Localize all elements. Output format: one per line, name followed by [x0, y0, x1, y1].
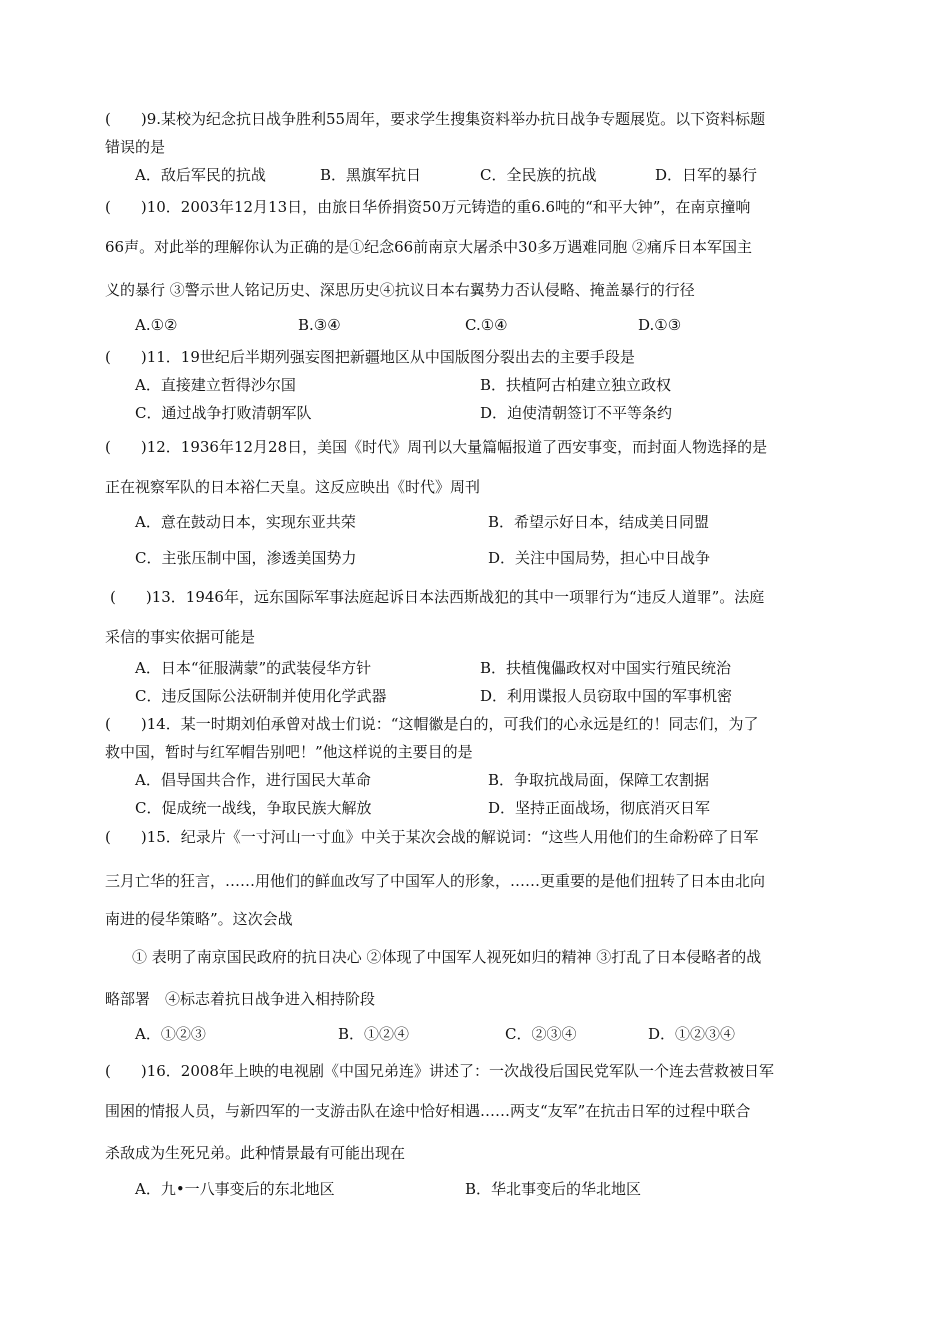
question-14-option-a: A．倡导国共合作，进行国民大革命 — [135, 771, 371, 789]
question-12-stem-cont: 正在视察军队的日本裕仁天皇。这反应映出《时代》周刊 — [105, 478, 481, 496]
question-13-option-d: D．利用谍报人员窃取中国的军事机密 — [480, 687, 733, 705]
question-11-stem: ( )11．19世纪后半期列强妄图把新疆地区从中国版图分裂出去的主要手段是 — [105, 348, 635, 366]
question-9-option-a: A．敌后军民的抗战 — [135, 166, 266, 184]
question-13-stem-cont: 采信的事实依据可能是 — [105, 628, 256, 646]
question-13-stem: ( )13．1946年，远东国际军事法庭起诉日本法西斯战犯的其中一项罪行为“违反人道罪”。法庭 — [110, 588, 765, 606]
question-10-stem-cont-2: 义的暴行 ③警示世人铭记历史、深思历史④抗议日本右翼势力否认侵略、掩盖暴行的行径 — [105, 281, 695, 299]
question-15-option-c: C．②③④ — [505, 1025, 577, 1043]
question-15-statements: ① 表明了南京国民政府的抗日决心 ②体现了中国军人视死如归的精神 ③打乱了日本侵略者的战 — [132, 948, 762, 966]
question-16-option-b: B．华北事变后的华北地区 — [465, 1180, 642, 1198]
question-12-option-c: C．主张压制中国，渗透美国势力 — [135, 549, 357, 567]
question-9-option-b: B．黑旗军抗日 — [320, 166, 422, 184]
question-15-statements-cont: 略部署 ④标志着抗日战争进入相持阶段 — [105, 990, 376, 1008]
question-9-stem-cont: 错误的是 — [105, 138, 166, 156]
question-14-option-d: D．坚持正面战场，彻底消灭日军 — [488, 799, 711, 817]
question-16-stem-cont-1: 围困的情报人员，与新四军的一支游击队在途中恰好相遇……两支“友军”在抗击日军的过程中联合 — [105, 1102, 751, 1120]
question-15-stem-cont-1: 三月亡华的狂言，……用他们的鲜血改写了中国军人的形象，……更重要的是他们扭转了日本由北向 — [105, 872, 766, 890]
question-12-stem: ( )12．1936年12月28日，美国《时代》周刊以大量篇幅报道了西安事变，而封面人物选择的是 — [105, 438, 768, 456]
question-15-stem: ( )15．纪录片《一寸河山一寸血》中关于某次会战的解说词：“这些人用他们的生命粉碎了日军 — [105, 828, 759, 846]
question-15-option-a: A．①②③ — [135, 1025, 206, 1043]
question-12-option-d: D．关注中国局势，担心中日战争 — [488, 549, 711, 567]
question-11-option-a: A．直接建立哲得沙尔国 — [135, 376, 296, 394]
question-10-stem: ( )10．2003年12月13日，由旅日华侨捐资50万元铸造的重6.6吨的“和平大钟”，在南京撞响 — [105, 198, 751, 216]
question-10-option-a: A.①② — [135, 316, 178, 334]
question-9-stem: ( )9.某校为纪念抗日战争胜利55周年，要求学生搜集资料举办抗日战争专题展览。以下资料标题 — [105, 110, 766, 128]
question-14-option-b: B．争取抗战局面，保障工农割据 — [488, 771, 710, 789]
question-11-option-b: B．扶植阿古柏建立独立政权 — [480, 376, 672, 394]
question-16-option-a: A．九•一八事变后的东北地区 — [135, 1180, 335, 1198]
question-14-stem: ( )14．某一时期刘伯承曾对战士们说：“这帽徽是白的，可我们的心永远是红的！同志们，为了 — [105, 715, 759, 733]
question-13-option-b: B．扶植傀儡政权对中国实行殖民统治 — [480, 659, 732, 677]
question-9-option-c: C．全民族的抗战 — [480, 166, 597, 184]
question-15-option-d: D．①②③④ — [648, 1025, 736, 1043]
question-9-option-d: D．日军的暴行 — [655, 166, 758, 184]
question-12-option-a: A．意在鼓动日本，实现东亚共荣 — [135, 513, 356, 531]
question-16-stem: ( )16．2008年上映的电视剧《中国兄弟连》讲述了：一次战役后国民党军队一个连去营救被日军 — [105, 1062, 774, 1080]
question-12-option-b: B．希望示好日本，结成美日同盟 — [488, 513, 710, 531]
question-14-option-c: C．促成统一战线，争取民族大解放 — [135, 799, 372, 817]
question-13-option-a: A．日本“征服满蒙”的武装侵华方针 — [135, 659, 372, 677]
question-13-option-c: C．违反国际公法研制并使用化学武器 — [135, 687, 387, 705]
question-10-option-c: C.①④ — [465, 316, 508, 334]
question-11-option-c: C．通过战争打败清朝军队 — [135, 404, 312, 422]
question-14-stem-cont: 救中国，暂时与红军帽告别吧！”他这样说的主要目的是 — [105, 743, 473, 761]
question-10-option-d: D.①③ — [638, 316, 682, 334]
question-11-option-d: D．迫使清朝签订不平等条约 — [480, 404, 673, 422]
question-10-stem-cont-1: 66声。对此举的理解你认为正确的是①纪念66前南京大屠杀中30多万遇难同胞 ②痛斥日本军国主 — [105, 238, 753, 256]
question-15-stem-cont-2: 南进的侵华策略”。这次会战 — [105, 910, 293, 928]
question-15-option-b: B．①②④ — [338, 1025, 410, 1043]
question-10-option-b: B.③④ — [298, 316, 341, 334]
question-16-stem-cont-2: 杀敌成为生死兄弟。此种情景最有可能出现在 — [105, 1144, 406, 1162]
